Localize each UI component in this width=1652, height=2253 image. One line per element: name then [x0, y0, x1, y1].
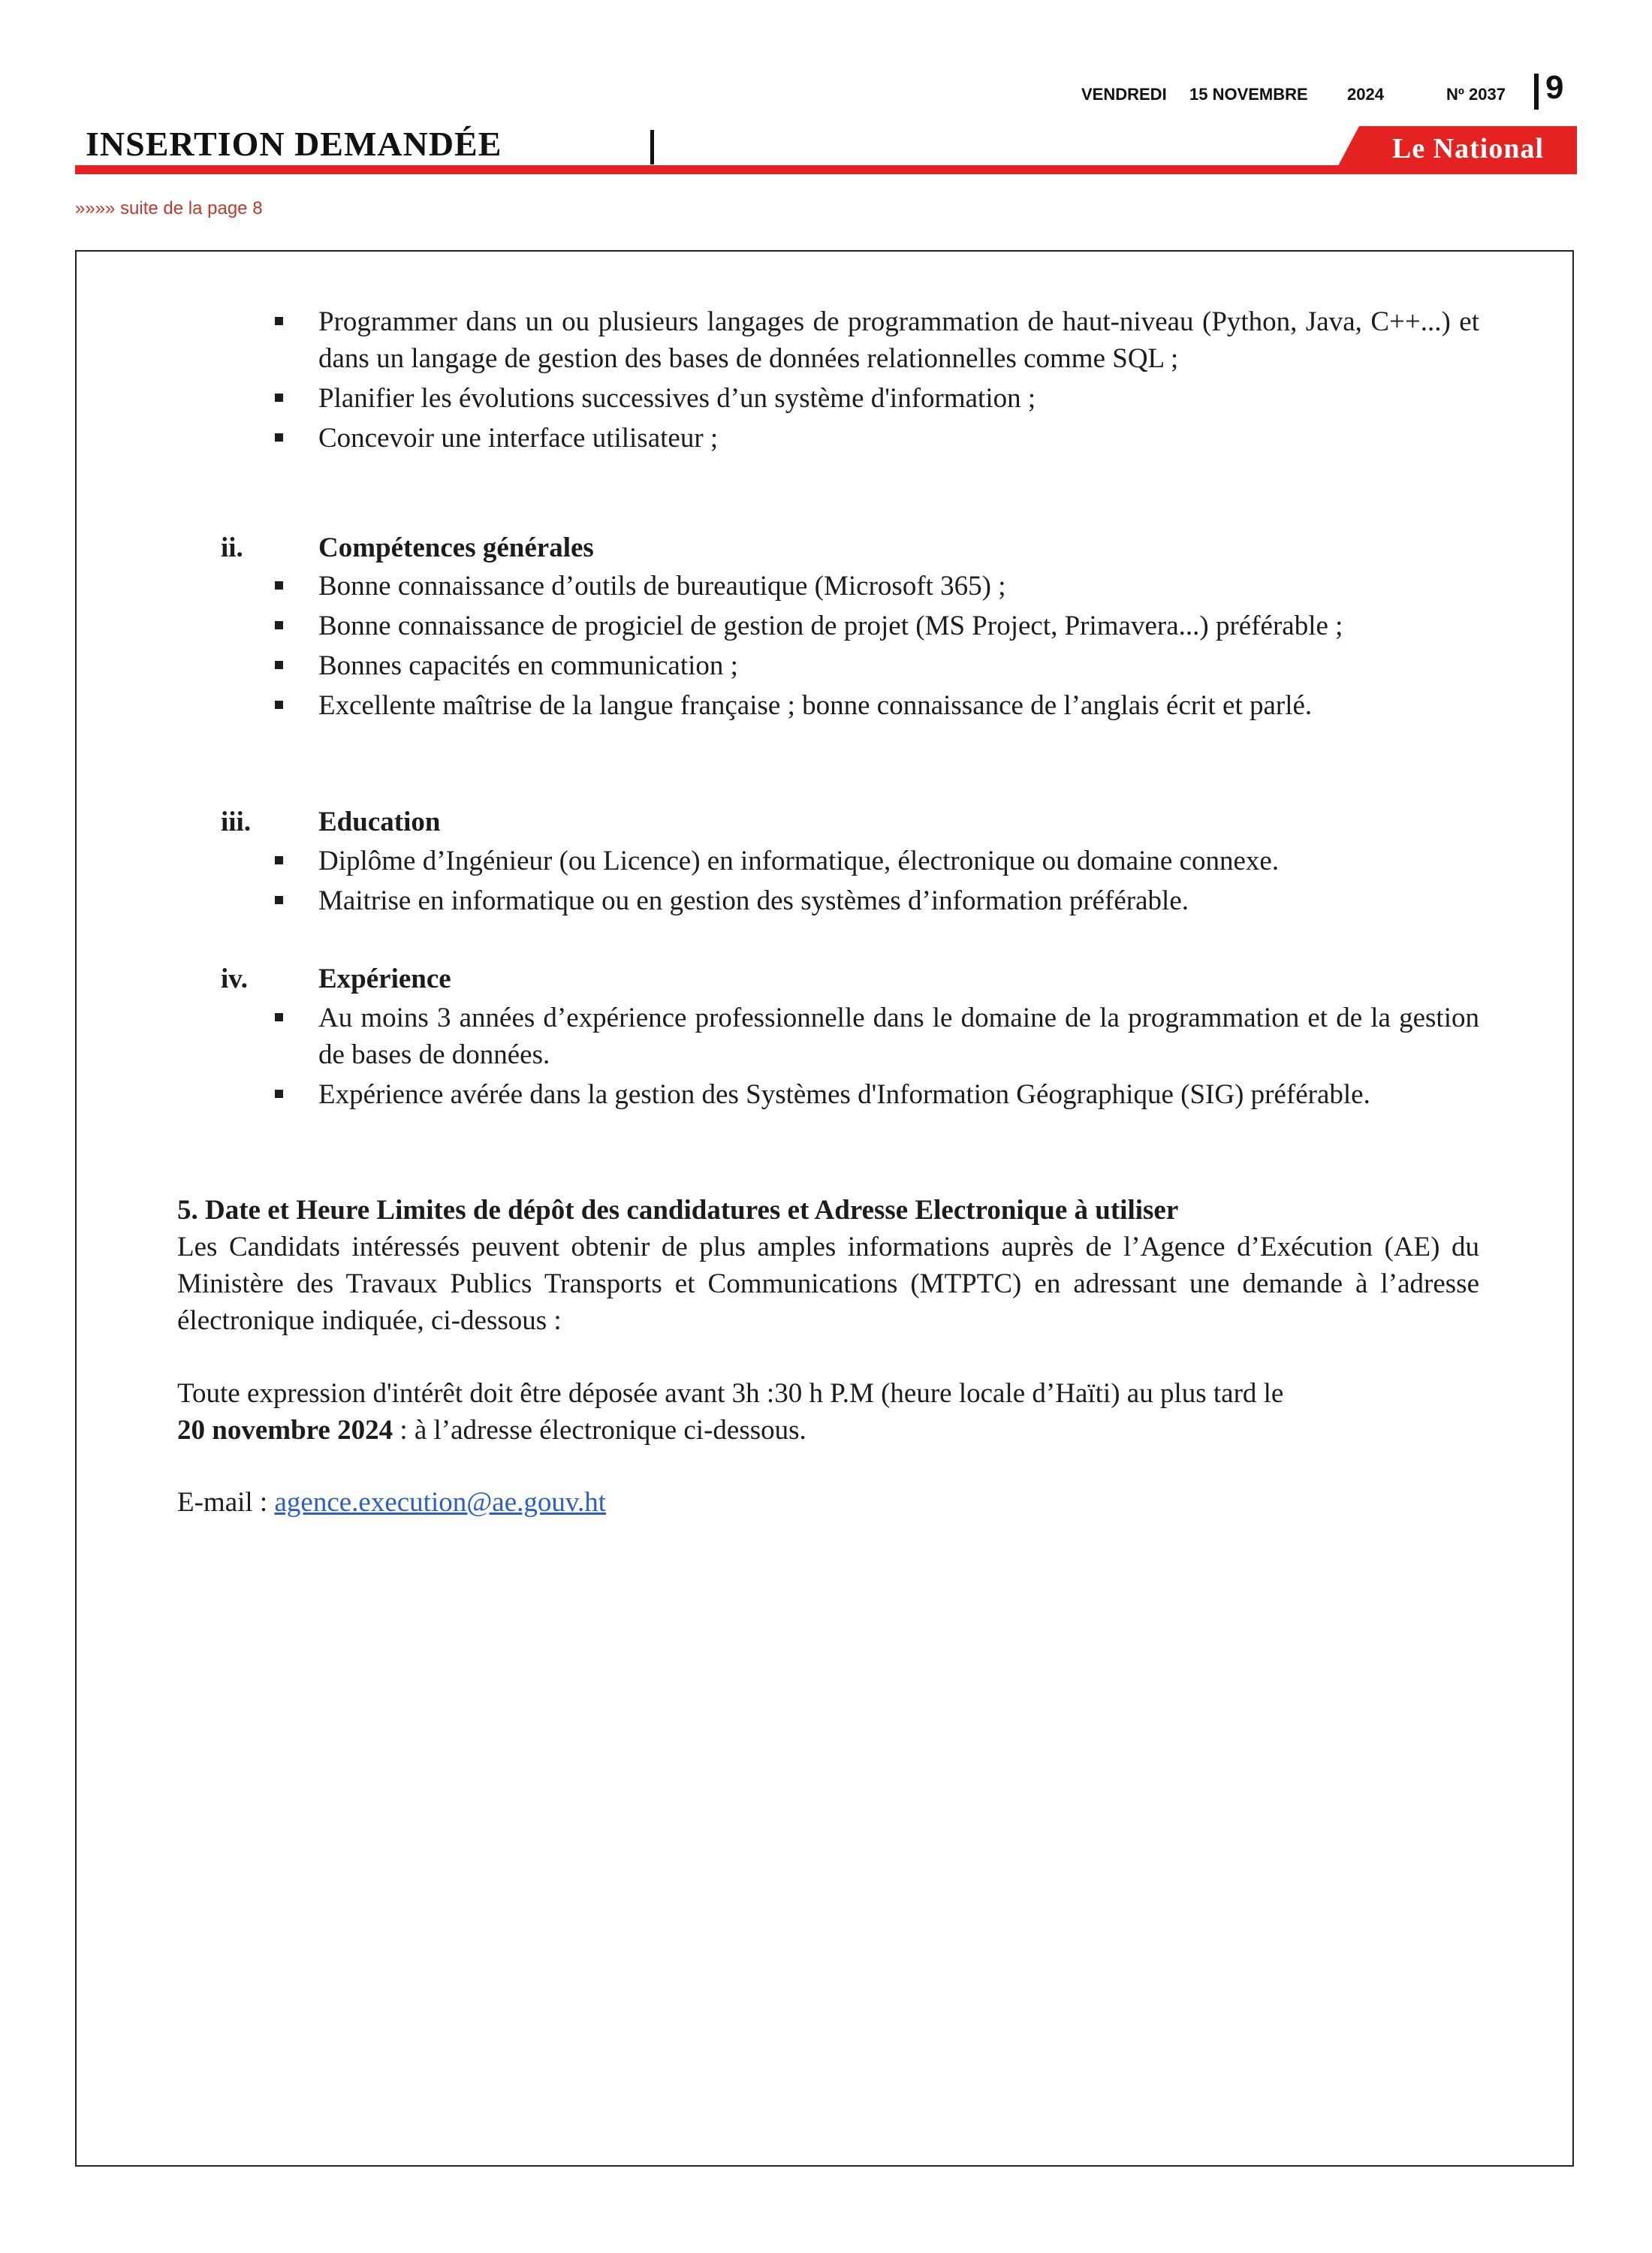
- deadline-paragraph: [177, 1375, 1479, 1449]
- dateline-date: 15 NOVEMBRE: [1189, 85, 1308, 104]
- list-item-text: Expérience avérée dans la gestion des Systèmes d'Information Géographique (SIG) préférable.: [318, 1079, 1370, 1110]
- brand-logo: Le National: [1391, 133, 1545, 164]
- education-list: [263, 843, 1479, 919]
- list-item: [263, 420, 1479, 457]
- list-item: [263, 608, 1479, 644]
- page-number-divider: [1534, 74, 1539, 110]
- list-item: [263, 568, 1479, 605]
- intro-bullet-list: [263, 303, 1479, 457]
- dateline-year: 2024: [1347, 85, 1384, 104]
- email-line: [177, 1484, 1479, 1521]
- bullet-icon: [275, 896, 283, 904]
- dateline-day: VENDREDI: [1081, 85, 1167, 104]
- deadline-date: 20 novembre 2024: [177, 1415, 393, 1446]
- section-5-paragraph: Les Candidats intéressés peuvent obtenir de plus amples informations auprès de l’Agence d’Exécution (AE) du Ministère des Travaux Publics Transports et Communications (MTPTC) en adressant une demande à l’adresse électronique indiquée, ci-dessous :: [177, 1232, 1479, 1336]
- experience-list: [263, 1000, 1479, 1113]
- email-link[interactable]: agence.execution@ae.gouv.ht: [274, 1487, 607, 1518]
- bullet-icon: [275, 581, 283, 590]
- bullet-icon: [275, 661, 283, 669]
- list-item-text: Excellente maîtrise de la langue française ; bonne connaissance de l’anglais écrit et parlé.: [318, 690, 1313, 721]
- list-item-text: Programmer dans un ou plusieurs langages de programmation de haut-niveau (Python, Java, C++...) et dans un langage de gestion des bases de données relationnelles comme SQL ;: [318, 306, 1479, 374]
- list-item-text: Planifier les évolutions successives d’un système d'information ;: [318, 383, 1036, 414]
- section-numeral: ii.: [221, 532, 243, 563]
- list-item: [263, 303, 1479, 377]
- deadline-text-end: : à l’adresse électronique ci-dessous.: [393, 1415, 806, 1446]
- list-item: [263, 1076, 1479, 1113]
- continued-from-label: »»»» suite de la page 8: [75, 198, 263, 219]
- email-label: E-mail :: [177, 1487, 275, 1518]
- list-item: [263, 687, 1479, 724]
- section-numeral: iii.: [221, 807, 252, 837]
- list-item-text: Bonnes capacités en communication ;: [318, 650, 738, 681]
- bullet-icon: [275, 621, 283, 629]
- section-heading: Expérience: [318, 964, 451, 994]
- competences-list: [263, 568, 1479, 724]
- section-numeral: iv.: [221, 964, 248, 994]
- list-item: [263, 1000, 1479, 1073]
- bullet-icon: [275, 394, 283, 402]
- list-item: [263, 882, 1479, 919]
- bullet-icon: [275, 856, 283, 864]
- list-item-text: Bonne connaissance de progiciel de gestion de projet (MS Project, Primavera...) préférable ;: [318, 611, 1343, 641]
- issue-number: Nº 2037: [1446, 85, 1506, 104]
- page-number: 9: [1545, 69, 1564, 106]
- bullet-icon: [275, 317, 283, 325]
- bullet-icon: [275, 701, 283, 709]
- list-item-text: Au moins 3 années d’expérience professionnelle dans le domaine de la programmation et de la gestion de bases de données.: [318, 1003, 1479, 1070]
- section-heading: Education: [318, 807, 441, 837]
- section-title: INSERTION DEMANDÉE: [86, 125, 502, 163]
- deadline-text: Toute expression d'intérêt doit être déposée avant 3h :30 h P.M (heure locale d’Haïti) au plus tard le: [177, 1378, 1284, 1409]
- title-divider: [650, 130, 654, 164]
- list-item: [263, 647, 1479, 684]
- bullet-icon: [275, 433, 283, 442]
- list-item-text: Diplôme d’Ingénieur (ou Licence) en informatique, électronique ou domaine connexe.: [318, 846, 1280, 876]
- list-item: [263, 380, 1479, 417]
- list-item-text: Concevoir une interface utilisateur ;: [318, 423, 719, 454]
- bullet-icon: [275, 1013, 283, 1021]
- list-item-text: Maitrise en informatique ou en gestion des systèmes d’information préférable.: [318, 885, 1189, 916]
- section-5-heading: 5. Date et Heure Limites de dépôt des candidatures et Adresse Electronique à utiliser: [177, 1195, 1179, 1226]
- list-item-text: Bonne connaissance d’outils de bureautique (Microsoft 365) ;: [318, 571, 1006, 602]
- list-item: [263, 843, 1479, 879]
- bullet-icon: [275, 1090, 283, 1098]
- section-heading: Compétences générales: [318, 532, 594, 563]
